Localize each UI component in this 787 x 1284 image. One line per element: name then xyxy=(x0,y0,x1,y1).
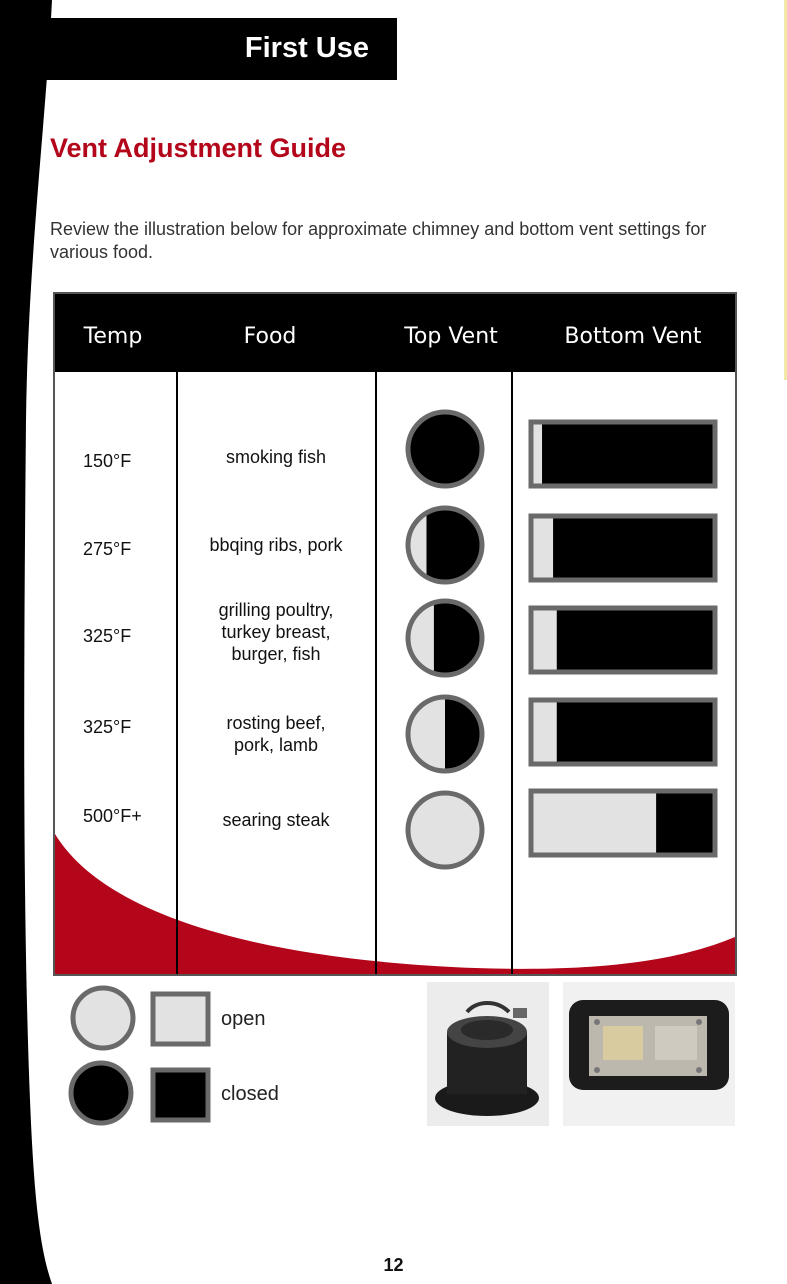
column-header-food: Food xyxy=(243,324,297,349)
temp-cell: 325°F xyxy=(83,626,132,646)
column-header-temp: Temp xyxy=(83,324,143,349)
bottom-vent-indicator xyxy=(528,788,718,858)
table-header-row xyxy=(55,294,735,372)
page-title: Vent Adjustment Guide xyxy=(50,133,347,163)
closed-label: closed xyxy=(221,1083,279,1105)
top-vent-indicator xyxy=(403,596,487,680)
food-cell: rosting beef, pork, lamb xyxy=(226,713,326,755)
closed-circle-icon xyxy=(71,1063,131,1123)
bottom-vent-closed-area xyxy=(557,608,715,672)
top-vent-indicator xyxy=(403,692,487,776)
bottom-vent-indicator xyxy=(528,697,718,767)
bottom-vent-indicator xyxy=(528,419,718,489)
top-vent-indicator xyxy=(403,503,487,587)
closed-square-icon xyxy=(153,1070,208,1120)
bottom-vent-closed-area xyxy=(553,516,715,580)
legend xyxy=(55,980,735,1128)
food-cell: grilling poultry, turkey breast, burger, fish xyxy=(218,600,334,664)
bottom-vent-indicator xyxy=(528,513,718,583)
column-header-top-vent: Top Vent xyxy=(404,324,498,349)
section-header-bar xyxy=(0,18,397,80)
column-divider xyxy=(511,372,513,976)
page-edge-decoration xyxy=(0,0,60,1284)
page-number: 12 xyxy=(383,1255,404,1275)
temp-cell: 325°F xyxy=(83,717,132,737)
food-cell: searing steak xyxy=(222,810,330,830)
open-square-icon xyxy=(153,994,208,1044)
chimney-vent-photo xyxy=(427,982,549,1126)
temp-cell: 275°F xyxy=(83,539,132,559)
food-cell: smoking fish xyxy=(225,447,327,467)
temp-cell: 500°F+ xyxy=(83,806,142,826)
column-divider xyxy=(176,372,178,976)
bottom-vent-closed-area xyxy=(656,791,715,855)
temp-cell: 150°F xyxy=(83,451,132,471)
column-divider xyxy=(375,372,377,976)
bottom-vent-closed-area xyxy=(557,700,715,764)
food-cell: bbqing ribs, pork xyxy=(209,535,343,555)
column-header-bottom-vent: Bottom Vent xyxy=(564,324,702,349)
open-label: open xyxy=(221,1008,266,1030)
bottom-vent-closed-area xyxy=(542,422,715,486)
top-vent-indicator xyxy=(403,407,487,491)
open-circle-icon xyxy=(73,988,133,1048)
vent-guide-table xyxy=(53,292,737,976)
top-vent-indicator xyxy=(403,788,487,872)
bottom-vent-indicator xyxy=(528,605,718,675)
section-title: First Use xyxy=(244,32,369,64)
bottom-vent-photo xyxy=(563,982,735,1126)
intro-paragraph: Review the illustration below for approximate chimney and bottom vent settings for various food. xyxy=(50,219,707,262)
